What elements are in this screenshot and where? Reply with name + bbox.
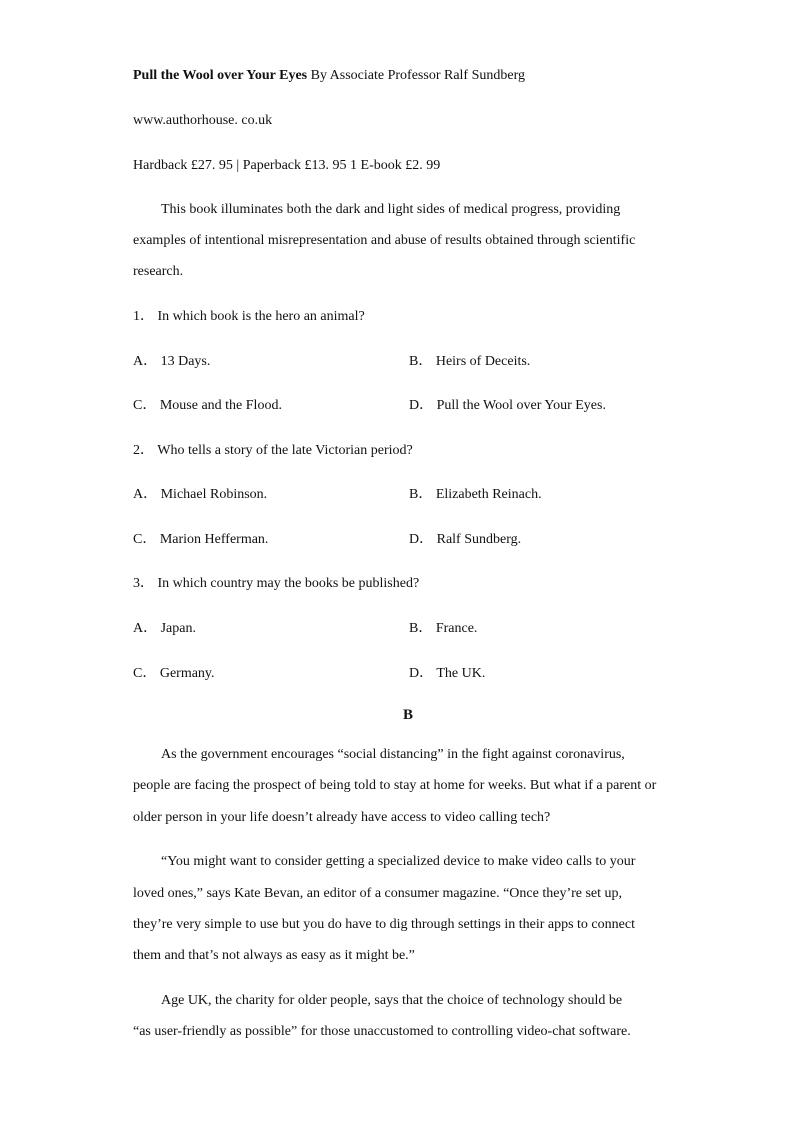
question-stem: 2． Who tells a story of the late Victorian period? (133, 443, 413, 458)
book-byline: By Associate Professor Ralf Sundberg (307, 68, 525, 83)
paragraph-line: loved ones,” says Kate Bevan, an editor of a consumer magazine. “Once they’re set up, (133, 886, 623, 901)
book-heading (133, 67, 525, 85)
paragraph-line: “as user-friendly as possible” for those unaccustomed to controlling video-chat software. (133, 1024, 631, 1039)
question-stem: 1． In which book is the hero an animal? (133, 309, 365, 324)
paragraph-line: “You might want to consider getting a specialized device to make video calls to your (161, 854, 636, 869)
option-b: B． Heirs of Deceits. (409, 354, 531, 369)
description-line: examples of intentional misrepresentation and abuse of results obtained through scientific (133, 233, 636, 248)
option-a: A． Michael Robinson. (133, 487, 268, 502)
paragraph-line: older person in your life doesn’t already have access to video calling tech? (133, 810, 551, 825)
option-a: A． Japan. (133, 621, 196, 636)
paragraph-line: people are facing the prospect of being told to stay at home for weeks. But what if a parent or (133, 778, 657, 793)
option-c: C． Mouse and the Flood. (133, 398, 282, 413)
paragraph-line: Age UK, the charity for older people, says that the choice of technology should be (161, 993, 623, 1008)
option-c: C． Germany. (133, 666, 215, 681)
option-d: D． Pull the Wool over Your Eyes. (409, 398, 606, 413)
option-d: D． The UK. (409, 666, 486, 681)
option-c: C． Marion Hefferman. (133, 532, 269, 547)
option-b: B． Elizabeth Reinach. (409, 487, 542, 502)
book-title: Pull the Wool over Your Eyes (133, 68, 308, 83)
section-heading: B (402, 707, 413, 723)
description-line: research. (133, 264, 184, 279)
option-b: B． France. (409, 621, 478, 636)
option-a: A． 13 Days. (133, 354, 211, 369)
paragraph-line: they’re very simple to use but you do have to dig through settings in their apps to connect (133, 917, 635, 932)
description-line: This book illuminates both the dark and light sides of medical progress, providing (161, 202, 621, 217)
price-line: Hardback £27. 95 | Paperback £13. 95 1 E-book £2. 99 (133, 158, 441, 173)
website: www.authorhouse. co.uk (133, 113, 273, 128)
paragraph-line: them and that’s not always as easy as it might be.” (133, 948, 415, 963)
option-d: D． Ralf Sundberg. (409, 532, 522, 547)
paragraph-line: As the government encourages “social distancing” in the fight against coronavirus, (161, 747, 625, 762)
question-stem: 3． In which country may the books be published? (133, 576, 420, 591)
